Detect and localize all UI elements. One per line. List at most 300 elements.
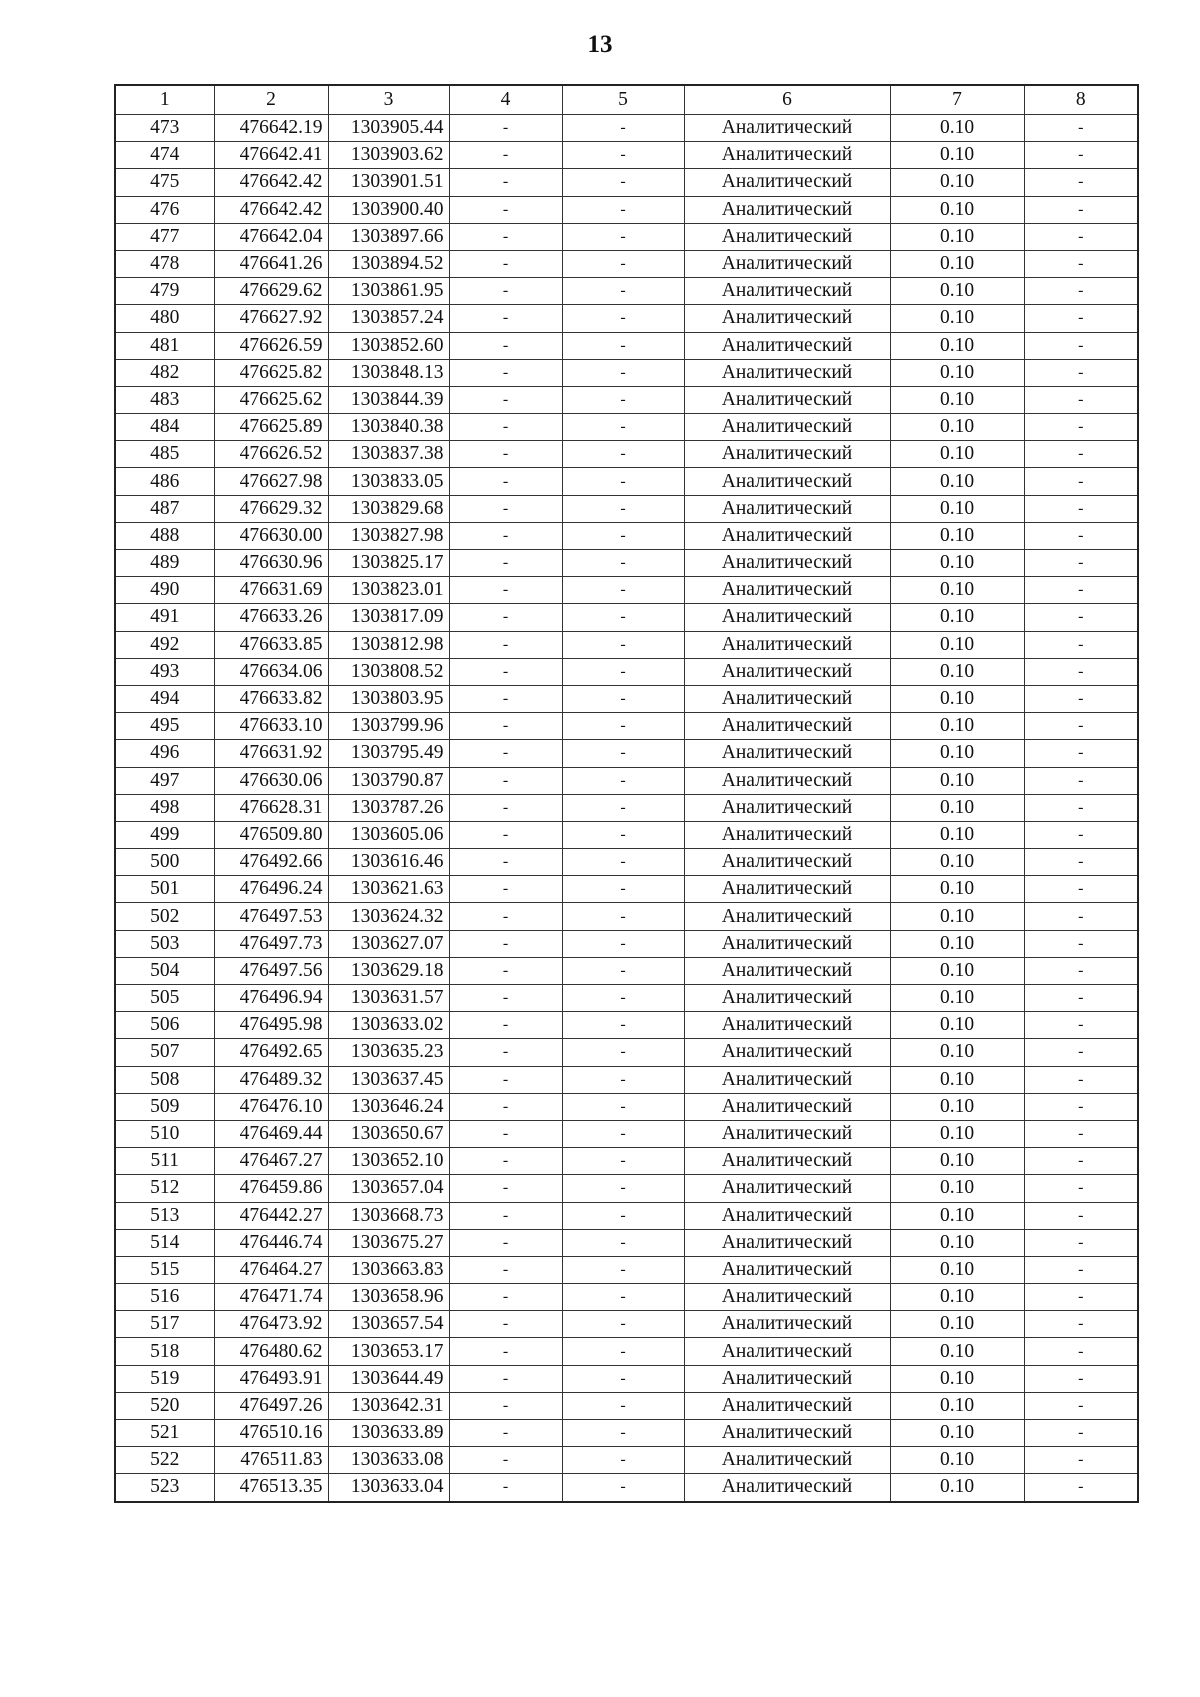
y-coordinate-cell: 1303861.95 xyxy=(328,278,449,305)
point-number-cell: 506 xyxy=(115,1012,214,1039)
x-coordinate-cell: 476509.80 xyxy=(214,821,328,848)
y-coordinate-cell: 1303631.57 xyxy=(328,985,449,1012)
y-coordinate-cell: 1303900.40 xyxy=(328,196,449,223)
column-header-1: 1 xyxy=(115,85,214,115)
x-coordinate-cell: 476627.92 xyxy=(214,305,328,332)
column-5-cell: - xyxy=(562,359,684,386)
point-number-cell: 518 xyxy=(115,1338,214,1365)
y-coordinate-cell: 1303633.04 xyxy=(328,1474,449,1502)
point-number-cell: 483 xyxy=(115,386,214,413)
column-header-7: 7 xyxy=(890,85,1024,115)
column-4-cell: - xyxy=(449,767,562,794)
x-coordinate-cell: 476642.42 xyxy=(214,196,328,223)
point-number-cell: 503 xyxy=(115,930,214,957)
table-row xyxy=(115,1420,1138,1447)
x-coordinate-cell: 476625.82 xyxy=(214,359,328,386)
x-coordinate-cell: 476473.92 xyxy=(214,1311,328,1338)
column-8-cell: - xyxy=(1024,115,1138,142)
y-coordinate-cell: 1303621.63 xyxy=(328,876,449,903)
column-8-cell: - xyxy=(1024,305,1138,332)
method-cell: Аналитический xyxy=(684,142,890,169)
table-header-row xyxy=(115,85,1138,115)
y-coordinate-cell: 1303825.17 xyxy=(328,550,449,577)
method-cell: Аналитический xyxy=(684,1392,890,1419)
accuracy-cell: 0.10 xyxy=(890,713,1024,740)
accuracy-cell: 0.10 xyxy=(890,794,1024,821)
point-number-cell: 515 xyxy=(115,1256,214,1283)
method-cell: Аналитический xyxy=(684,332,890,359)
column-8-cell: - xyxy=(1024,223,1138,250)
column-4-cell: - xyxy=(449,1338,562,1365)
point-number-cell: 521 xyxy=(115,1420,214,1447)
column-8-cell: - xyxy=(1024,169,1138,196)
table-row xyxy=(115,604,1138,631)
column-4-cell: - xyxy=(449,1175,562,1202)
method-cell: Аналитический xyxy=(684,1420,890,1447)
table-row xyxy=(115,577,1138,604)
table-row xyxy=(115,930,1138,957)
method-cell: Аналитический xyxy=(684,522,890,549)
column-5-cell: - xyxy=(562,1447,684,1474)
method-cell: Аналитический xyxy=(684,386,890,413)
accuracy-cell: 0.10 xyxy=(890,1148,1024,1175)
page-number: 13 xyxy=(587,31,613,58)
column-5-cell: - xyxy=(562,142,684,169)
column-8-cell: - xyxy=(1024,631,1138,658)
column-8-cell: - xyxy=(1024,1093,1138,1120)
column-8-cell: - xyxy=(1024,794,1138,821)
column-8-cell: - xyxy=(1024,1202,1138,1229)
column-4-cell: - xyxy=(449,713,562,740)
column-8-cell: - xyxy=(1024,849,1138,876)
column-5-cell: - xyxy=(562,1338,684,1365)
table-row xyxy=(115,821,1138,848)
table-row xyxy=(115,550,1138,577)
column-5-cell: - xyxy=(562,1012,684,1039)
column-8-cell: - xyxy=(1024,1338,1138,1365)
point-number-cell: 499 xyxy=(115,821,214,848)
column-4-cell: - xyxy=(449,930,562,957)
column-5-cell: - xyxy=(562,223,684,250)
y-coordinate-cell: 1303787.26 xyxy=(328,794,449,821)
accuracy-cell: 0.10 xyxy=(890,1039,1024,1066)
accuracy-cell: 0.10 xyxy=(890,441,1024,468)
column-4-cell: - xyxy=(449,1392,562,1419)
column-header-3: 3 xyxy=(328,85,449,115)
y-coordinate-cell: 1303627.07 xyxy=(328,930,449,957)
x-coordinate-cell: 476633.82 xyxy=(214,685,328,712)
column-8-cell: - xyxy=(1024,658,1138,685)
accuracy-cell: 0.10 xyxy=(890,685,1024,712)
point-number-cell: 486 xyxy=(115,468,214,495)
column-4-cell: - xyxy=(449,414,562,441)
table-row xyxy=(115,115,1138,142)
column-4-cell: - xyxy=(449,1202,562,1229)
column-4-cell: - xyxy=(449,142,562,169)
column-5-cell: - xyxy=(562,1148,684,1175)
column-8-cell: - xyxy=(1024,142,1138,169)
method-cell: Аналитический xyxy=(684,876,890,903)
y-coordinate-cell: 1303827.98 xyxy=(328,522,449,549)
method-cell: Аналитический xyxy=(684,930,890,957)
x-coordinate-cell: 476511.83 xyxy=(214,1447,328,1474)
x-coordinate-cell: 476459.86 xyxy=(214,1175,328,1202)
column-8-cell: - xyxy=(1024,821,1138,848)
accuracy-cell: 0.10 xyxy=(890,1284,1024,1311)
table-row xyxy=(115,495,1138,522)
column-4-cell: - xyxy=(449,522,562,549)
column-4-cell: - xyxy=(449,1039,562,1066)
table-row xyxy=(115,1447,1138,1474)
table-row xyxy=(115,876,1138,903)
accuracy-cell: 0.10 xyxy=(890,1012,1024,1039)
column-5-cell: - xyxy=(562,1039,684,1066)
accuracy-cell: 0.10 xyxy=(890,1066,1024,1093)
table-row xyxy=(115,1202,1138,1229)
column-8-cell: - xyxy=(1024,685,1138,712)
column-5-cell: - xyxy=(562,767,684,794)
column-5-cell: - xyxy=(562,550,684,577)
column-5-cell: - xyxy=(562,631,684,658)
table-row xyxy=(115,903,1138,930)
column-5-cell: - xyxy=(562,957,684,984)
table-row xyxy=(115,794,1138,821)
accuracy-cell: 0.10 xyxy=(890,278,1024,305)
column-4-cell: - xyxy=(449,1420,562,1447)
x-coordinate-cell: 476628.31 xyxy=(214,794,328,821)
y-coordinate-cell: 1303840.38 xyxy=(328,414,449,441)
point-number-cell: 477 xyxy=(115,223,214,250)
x-coordinate-cell: 476469.44 xyxy=(214,1120,328,1147)
point-number-cell: 478 xyxy=(115,250,214,277)
method-cell: Аналитический xyxy=(684,278,890,305)
accuracy-cell: 0.10 xyxy=(890,1311,1024,1338)
x-coordinate-cell: 476634.06 xyxy=(214,658,328,685)
column-4-cell: - xyxy=(449,985,562,1012)
accuracy-cell: 0.10 xyxy=(890,577,1024,604)
point-number-cell: 520 xyxy=(115,1392,214,1419)
column-5-cell: - xyxy=(562,1420,684,1447)
column-4-cell: - xyxy=(449,169,562,196)
table-row xyxy=(115,658,1138,685)
y-coordinate-cell: 1303652.10 xyxy=(328,1148,449,1175)
method-cell: Аналитический xyxy=(684,1039,890,1066)
y-coordinate-cell: 1303624.32 xyxy=(328,903,449,930)
column-5-cell: - xyxy=(562,604,684,631)
table-row xyxy=(115,1338,1138,1365)
table-row xyxy=(115,169,1138,196)
accuracy-cell: 0.10 xyxy=(890,1256,1024,1283)
accuracy-cell: 0.10 xyxy=(890,1093,1024,1120)
method-cell: Аналитический xyxy=(684,468,890,495)
y-coordinate-cell: 1303823.01 xyxy=(328,577,449,604)
accuracy-cell: 0.10 xyxy=(890,1474,1024,1502)
table-row xyxy=(115,142,1138,169)
point-number-cell: 482 xyxy=(115,359,214,386)
point-number-cell: 508 xyxy=(115,1066,214,1093)
column-4-cell: - xyxy=(449,495,562,522)
column-5-cell: - xyxy=(562,685,684,712)
point-number-cell: 487 xyxy=(115,495,214,522)
y-coordinate-cell: 1303633.02 xyxy=(328,1012,449,1039)
column-5-cell: - xyxy=(562,1229,684,1256)
point-number-cell: 497 xyxy=(115,767,214,794)
column-5-cell: - xyxy=(562,1175,684,1202)
y-coordinate-cell: 1303848.13 xyxy=(328,359,449,386)
y-coordinate-cell: 1303657.04 xyxy=(328,1175,449,1202)
method-cell: Аналитический xyxy=(684,1474,890,1502)
table-row xyxy=(115,278,1138,305)
table-row xyxy=(115,985,1138,1012)
column-4-cell: - xyxy=(449,305,562,332)
accuracy-cell: 0.10 xyxy=(890,332,1024,359)
point-number-cell: 516 xyxy=(115,1284,214,1311)
method-cell: Аналитический xyxy=(684,1338,890,1365)
x-coordinate-cell: 476642.42 xyxy=(214,169,328,196)
method-cell: Аналитический xyxy=(684,903,890,930)
method-cell: Аналитический xyxy=(684,1012,890,1039)
y-coordinate-cell: 1303668.73 xyxy=(328,1202,449,1229)
column-4-cell: - xyxy=(449,386,562,413)
y-coordinate-cell: 1303629.18 xyxy=(328,957,449,984)
column-8-cell: - xyxy=(1024,550,1138,577)
column-5-cell: - xyxy=(562,821,684,848)
point-number-cell: 498 xyxy=(115,794,214,821)
x-coordinate-cell: 476480.62 xyxy=(214,1338,328,1365)
column-5-cell: - xyxy=(562,930,684,957)
point-number-cell: 517 xyxy=(115,1311,214,1338)
column-8-cell: - xyxy=(1024,250,1138,277)
y-coordinate-cell: 1303650.67 xyxy=(328,1120,449,1147)
column-5-cell: - xyxy=(562,849,684,876)
method-cell: Аналитический xyxy=(684,1066,890,1093)
column-8-cell: - xyxy=(1024,359,1138,386)
method-cell: Аналитический xyxy=(684,767,890,794)
column-8-cell: - xyxy=(1024,1120,1138,1147)
column-8-cell: - xyxy=(1024,903,1138,930)
method-cell: Аналитический xyxy=(684,985,890,1012)
accuracy-cell: 0.10 xyxy=(890,495,1024,522)
method-cell: Аналитический xyxy=(684,631,890,658)
column-4-cell: - xyxy=(449,821,562,848)
column-8-cell: - xyxy=(1024,957,1138,984)
column-8-cell: - xyxy=(1024,522,1138,549)
point-number-cell: 481 xyxy=(115,332,214,359)
accuracy-cell: 0.10 xyxy=(890,930,1024,957)
method-cell: Аналитический xyxy=(684,1256,890,1283)
x-coordinate-cell: 476471.74 xyxy=(214,1284,328,1311)
column-5-cell: - xyxy=(562,115,684,142)
table-row xyxy=(115,1012,1138,1039)
column-8-cell: - xyxy=(1024,1039,1138,1066)
method-cell: Аналитический xyxy=(684,359,890,386)
method-cell: Аналитический xyxy=(684,414,890,441)
method-cell: Аналитический xyxy=(684,577,890,604)
table-row xyxy=(115,1392,1138,1419)
x-coordinate-cell: 476631.69 xyxy=(214,577,328,604)
point-number-cell: 496 xyxy=(115,740,214,767)
column-4-cell: - xyxy=(449,468,562,495)
table-row xyxy=(115,740,1138,767)
column-4-cell: - xyxy=(449,1120,562,1147)
method-cell: Аналитический xyxy=(684,1229,890,1256)
point-number-cell: 480 xyxy=(115,305,214,332)
y-coordinate-cell: 1303852.60 xyxy=(328,332,449,359)
y-coordinate-cell: 1303897.66 xyxy=(328,223,449,250)
column-8-cell: - xyxy=(1024,577,1138,604)
y-coordinate-cell: 1303616.46 xyxy=(328,849,449,876)
column-5-cell: - xyxy=(562,414,684,441)
method-cell: Аналитический xyxy=(684,1365,890,1392)
accuracy-cell: 0.10 xyxy=(890,359,1024,386)
method-cell: Аналитический xyxy=(684,250,890,277)
point-number-cell: 475 xyxy=(115,169,214,196)
column-4-cell: - xyxy=(449,250,562,277)
column-5-cell: - xyxy=(562,1474,684,1502)
point-number-cell: 492 xyxy=(115,631,214,658)
x-coordinate-cell: 476629.62 xyxy=(214,278,328,305)
column-4-cell: - xyxy=(449,1066,562,1093)
column-4-cell: - xyxy=(449,631,562,658)
column-header-5: 5 xyxy=(562,85,684,115)
x-coordinate-cell: 476497.26 xyxy=(214,1392,328,1419)
column-8-cell: - xyxy=(1024,196,1138,223)
point-number-cell: 491 xyxy=(115,604,214,631)
column-4-cell: - xyxy=(449,1012,562,1039)
column-4-cell: - xyxy=(449,359,562,386)
table-row xyxy=(115,713,1138,740)
column-header-4: 4 xyxy=(449,85,562,115)
column-4-cell: - xyxy=(449,1311,562,1338)
y-coordinate-cell: 1303633.08 xyxy=(328,1447,449,1474)
method-cell: Аналитический xyxy=(684,223,890,250)
x-coordinate-cell: 476493.91 xyxy=(214,1365,328,1392)
column-header-6: 6 xyxy=(684,85,890,115)
x-coordinate-cell: 476626.52 xyxy=(214,441,328,468)
column-8-cell: - xyxy=(1024,930,1138,957)
accuracy-cell: 0.10 xyxy=(890,767,1024,794)
y-coordinate-cell: 1303857.24 xyxy=(328,305,449,332)
x-coordinate-cell: 476633.26 xyxy=(214,604,328,631)
column-5-cell: - xyxy=(562,169,684,196)
method-cell: Аналитический xyxy=(684,196,890,223)
column-4-cell: - xyxy=(449,1284,562,1311)
column-8-cell: - xyxy=(1024,1148,1138,1175)
point-number-cell: 476 xyxy=(115,196,214,223)
point-number-cell: 504 xyxy=(115,957,214,984)
column-8-cell: - xyxy=(1024,1392,1138,1419)
column-5-cell: - xyxy=(562,495,684,522)
method-cell: Аналитический xyxy=(684,305,890,332)
y-coordinate-cell: 1303657.54 xyxy=(328,1311,449,1338)
column-4-cell: - xyxy=(449,957,562,984)
column-8-cell: - xyxy=(1024,468,1138,495)
accuracy-cell: 0.10 xyxy=(890,876,1024,903)
y-coordinate-cell: 1303644.49 xyxy=(328,1365,449,1392)
y-coordinate-cell: 1303658.96 xyxy=(328,1284,449,1311)
x-coordinate-cell: 476625.62 xyxy=(214,386,328,413)
column-4-cell: - xyxy=(449,903,562,930)
point-number-cell: 514 xyxy=(115,1229,214,1256)
column-5-cell: - xyxy=(562,522,684,549)
table-row xyxy=(115,359,1138,386)
column-5-cell: - xyxy=(562,386,684,413)
table-row xyxy=(115,468,1138,495)
column-5-cell: - xyxy=(562,876,684,903)
column-4-cell: - xyxy=(449,115,562,142)
point-number-cell: 511 xyxy=(115,1148,214,1175)
x-coordinate-cell: 476642.04 xyxy=(214,223,328,250)
accuracy-cell: 0.10 xyxy=(890,1229,1024,1256)
column-8-cell: - xyxy=(1024,1256,1138,1283)
point-number-cell: 502 xyxy=(115,903,214,930)
column-5-cell: - xyxy=(562,1120,684,1147)
table-body xyxy=(115,115,1138,1502)
column-8-cell: - xyxy=(1024,740,1138,767)
point-number-cell: 474 xyxy=(115,142,214,169)
column-8-cell: - xyxy=(1024,386,1138,413)
x-coordinate-cell: 476641.26 xyxy=(214,250,328,277)
accuracy-cell: 0.10 xyxy=(890,169,1024,196)
column-4-cell: - xyxy=(449,1229,562,1256)
column-5-cell: - xyxy=(562,1392,684,1419)
method-cell: Аналитический xyxy=(684,1447,890,1474)
column-5-cell: - xyxy=(562,658,684,685)
method-cell: Аналитический xyxy=(684,794,890,821)
method-cell: Аналитический xyxy=(684,441,890,468)
column-4-cell: - xyxy=(449,1474,562,1502)
column-4-cell: - xyxy=(449,1256,562,1283)
column-5-cell: - xyxy=(562,1256,684,1283)
x-coordinate-cell: 476496.94 xyxy=(214,985,328,1012)
column-4-cell: - xyxy=(449,332,562,359)
y-coordinate-cell: 1303646.24 xyxy=(328,1093,449,1120)
accuracy-cell: 0.10 xyxy=(890,142,1024,169)
y-coordinate-cell: 1303905.44 xyxy=(328,115,449,142)
point-number-cell: 485 xyxy=(115,441,214,468)
y-coordinate-cell: 1303837.38 xyxy=(328,441,449,468)
table-row xyxy=(115,332,1138,359)
y-coordinate-cell: 1303605.06 xyxy=(328,821,449,848)
point-number-cell: 507 xyxy=(115,1039,214,1066)
point-number-cell: 494 xyxy=(115,685,214,712)
column-5-cell: - xyxy=(562,1202,684,1229)
column-5-cell: - xyxy=(562,305,684,332)
column-5-cell: - xyxy=(562,577,684,604)
table-row xyxy=(115,1039,1138,1066)
y-coordinate-cell: 1303844.39 xyxy=(328,386,449,413)
accuracy-cell: 0.10 xyxy=(890,414,1024,441)
column-5-cell: - xyxy=(562,1093,684,1120)
method-cell: Аналитический xyxy=(684,740,890,767)
method-cell: Аналитический xyxy=(684,713,890,740)
accuracy-cell: 0.10 xyxy=(890,550,1024,577)
point-number-cell: 522 xyxy=(115,1447,214,1474)
y-coordinate-cell: 1303663.83 xyxy=(328,1256,449,1283)
point-number-cell: 479 xyxy=(115,278,214,305)
column-5-cell: - xyxy=(562,740,684,767)
point-number-cell: 493 xyxy=(115,658,214,685)
method-cell: Аналитический xyxy=(684,1148,890,1175)
accuracy-cell: 0.10 xyxy=(890,196,1024,223)
x-coordinate-cell: 476489.32 xyxy=(214,1066,328,1093)
table-row xyxy=(115,305,1138,332)
x-coordinate-cell: 476492.66 xyxy=(214,849,328,876)
column-4-cell: - xyxy=(449,1148,562,1175)
x-coordinate-cell: 476442.27 xyxy=(214,1202,328,1229)
x-coordinate-cell: 476467.27 xyxy=(214,1148,328,1175)
method-cell: Аналитический xyxy=(684,604,890,631)
